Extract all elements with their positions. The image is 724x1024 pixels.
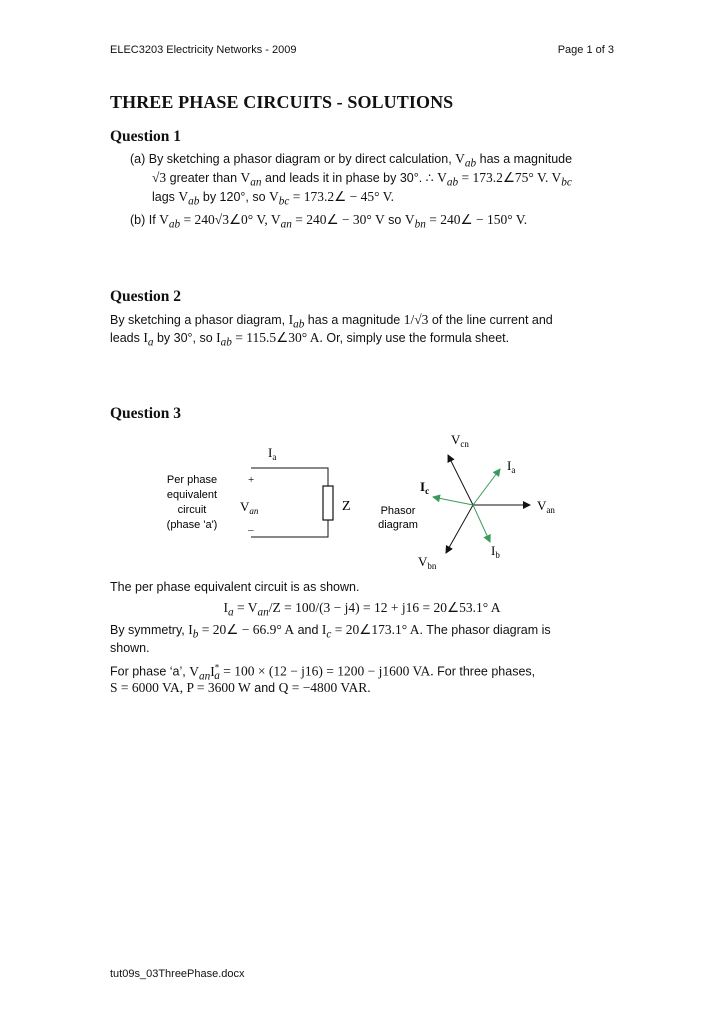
q1a-text-end: has a magnitude (476, 152, 573, 166)
eq-v-sub: an (257, 606, 269, 619)
q2-line-1 (110, 312, 553, 331)
phasor-label-2: diagram (378, 519, 418, 531)
q3-symmetry-line-2: shown. (110, 641, 150, 655)
q2-text-2: has a magnitude (304, 313, 404, 327)
i-c-value: = 20∠173.1° A (331, 622, 420, 637)
v-an-symbol-2: $V_{an}$ (270, 212, 292, 231)
circuit-top-wire (251, 468, 328, 486)
i-ab-symbol: $I_{ab}$ (288, 312, 305, 331)
q2-text-4: leads (110, 331, 144, 345)
circuit-bottom-wire (251, 520, 328, 537)
phasor-vcn (448, 455, 473, 505)
q3-symmetry-line (110, 622, 551, 641)
q1a-text-2: greater than (166, 171, 241, 185)
q1b-so: so (384, 213, 405, 227)
q1b-text: (b) If (130, 213, 160, 227)
phasor-ic (433, 497, 473, 505)
plus-sign: + (248, 474, 255, 486)
v-ab-symbol-2: $V_{ab}$ (437, 170, 459, 189)
q1b-line (130, 212, 527, 231)
q2-text-6: Or, simply use the formula sheet. (322, 331, 510, 345)
i-c-symbol: $I_c$ (321, 622, 332, 641)
header-page-number: Page 1 of 3 (557, 44, 614, 56)
phasor-ib (473, 505, 490, 542)
s-and-p-values: S = 6000 VA, P = 3600 W (110, 680, 251, 695)
eq-rest: /Z = 100/(3 − j4) = 12 + j16 = 20∠53.1° A (268, 600, 501, 615)
one-over-sqrt3: 1/√3 (403, 312, 429, 327)
vcn-label: $V_{cn}$ (451, 432, 469, 449)
q1a-line-3 (152, 189, 394, 208)
circuit-label-4: (phase 'a') (166, 519, 218, 531)
sqrt3: √3 (152, 170, 167, 185)
i-ab-value: = 115.5∠30° A. (231, 330, 323, 345)
q2-text-3: of the line current and (428, 313, 553, 327)
ib-phasor-label: $I_b$ (491, 543, 500, 560)
v-ab-symbol: $V_{ab}$ (455, 151, 477, 170)
circuit-label-1: Per phase (166, 474, 218, 486)
v-an-i-a-conj: $V_{an}I^*_a$ (189, 662, 220, 683)
i-ab-symbol-2: $I_{ab}$ (216, 330, 232, 349)
q1a-line-2 (152, 170, 572, 189)
q1a-text-4: lags (152, 190, 179, 204)
circuit-label-2: equivalent (166, 489, 218, 501)
q1a-line-1 (130, 151, 572, 170)
ic-phasor-label: $I_c$ (420, 479, 430, 496)
v-bc-symbol-2: $V_{bc}$ (269, 189, 290, 208)
pw-text: For phase ‘a’, (110, 664, 190, 679)
van-label: $V_{an}$ (537, 498, 555, 515)
eq-i: I (223, 600, 228, 615)
current-ia-label: $I_a$ (268, 445, 277, 462)
sym-text: By symmetry, (110, 623, 189, 637)
pw2-and: and (250, 681, 279, 695)
q3-main-equation (0, 600, 724, 619)
v-ab-value: = 173.2∠75° V. (458, 170, 552, 185)
q1a-text: (a) By sketching a phasor diagram or by direct calculation, (130, 152, 456, 166)
footer-filename: tut09s_03ThreePhase.docx (110, 968, 245, 980)
v-bn-symbol: $V_{bn}$ (404, 212, 426, 231)
sym-post: . The phasor diagram is (419, 623, 551, 637)
i-a-symbol: $I_a$ (143, 330, 154, 349)
ia-phasor-label: $I_a$ (507, 458, 516, 475)
impedance-box (323, 486, 333, 520)
sym-and: and (294, 623, 322, 637)
question-2-heading: Question 2 (110, 288, 182, 305)
v-ab-value-b: = 240√3∠0° V, (180, 212, 271, 227)
q-value: Q = −4800 VAR. (278, 680, 371, 695)
q2-line-2 (110, 330, 509, 349)
document-title: THREE PHASE CIRCUITS - SOLUTIONS (110, 92, 454, 112)
i-b-symbol: $I_b$ (188, 622, 199, 641)
question-1-heading: Question 1 (110, 128, 182, 145)
question-3-heading: Question 3 (110, 405, 182, 422)
impedance-z-label: Z (342, 499, 351, 514)
minus-sign: _ (248, 520, 254, 532)
eq-i-sub: a (227, 606, 234, 619)
v-an-value-b: = 240∠ − 30° V (291, 212, 385, 227)
voltage-van-label: $V_{an}$ (240, 499, 259, 516)
phasor-label-1: Phasor (380, 505, 416, 517)
vbn-label: $V_{bn}$ (418, 554, 437, 571)
v-bn-value-b: = 240∠ − 150° V. (425, 212, 528, 227)
q2-text: By sketching a phasor diagram, (110, 313, 289, 327)
v-ab-symbol-4: $V_{ab}$ (159, 212, 181, 231)
pw-post: For three phases, (433, 664, 536, 679)
v-bc-symbol: $V_{bc}$ (551, 170, 572, 189)
i-b-value: = 20∠ − 66.9° A (198, 622, 295, 637)
q3-figure (0, 425, 724, 585)
v-bc-value: = 173.2∠ − 45° V. (289, 189, 395, 204)
phasor-ia (473, 469, 500, 505)
q2-text-5: by 30°, so (153, 331, 217, 345)
q1a-text-3: and leads it in phase by 30°. ∴ (261, 171, 438, 185)
q3-power-line-2 (110, 680, 371, 696)
v-an-symbol: $V_{an}$ (240, 170, 262, 189)
complex-power-value: = 100 × (12 − j16) = 1200 − j1600 VA. (219, 663, 434, 679)
phasor-vbn (446, 505, 473, 553)
v-ab-symbol-3: $V_{ab}$ (178, 189, 200, 208)
header-left: ELEC3203 Electricity Networks - 2009 (110, 44, 297, 56)
q1a-text-5: by 120°, so (199, 190, 270, 204)
eq-v: = V (233, 600, 258, 615)
circuit-label-3: circuit (177, 504, 207, 516)
q3-paragraph-1: The per phase equivalent circuit is as shown. (110, 580, 360, 594)
